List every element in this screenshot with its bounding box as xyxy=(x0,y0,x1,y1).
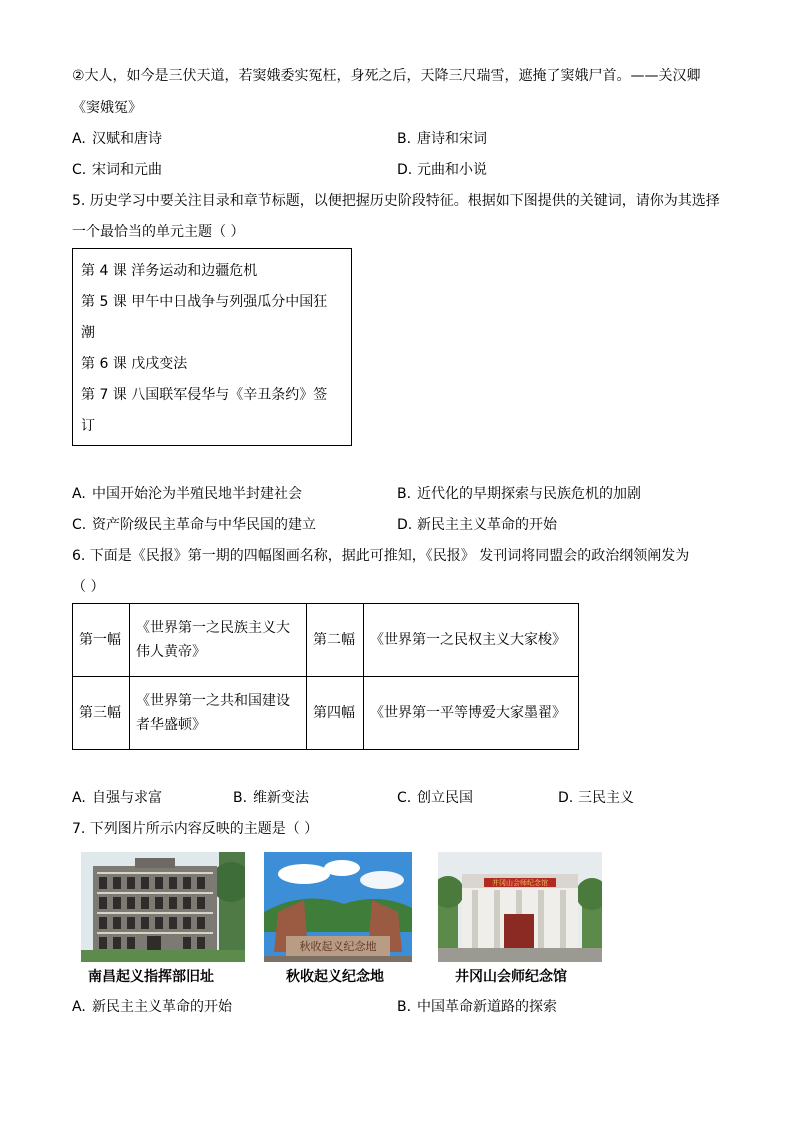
option-letter: C. xyxy=(72,517,87,533)
q6-stem-line2: （ ） xyxy=(72,579,105,595)
table-cell xyxy=(130,604,307,677)
q6-option-b[interactable] xyxy=(233,788,309,808)
q7-stem: 7. 下列图片所示内容反映的主题是（ ） xyxy=(72,821,319,837)
option-letter: C. xyxy=(397,790,412,806)
option-letter: A. xyxy=(72,790,86,806)
option-letter: B. xyxy=(397,486,412,502)
table-cell: 《世界第一平等博爱大家墨翟》 xyxy=(364,677,579,750)
cell-line: 者华盛顿》 xyxy=(136,717,206,733)
option-letter: A. xyxy=(72,131,86,147)
option-letter: D. xyxy=(397,517,413,533)
option-letter: B. xyxy=(397,131,412,147)
q4-option-b[interactable] xyxy=(397,129,487,149)
picture-caption: 秋收起义纪念地 xyxy=(286,969,384,985)
option-letter: A. xyxy=(72,999,86,1015)
picture-caption: 井冈山会师纪念馆 xyxy=(455,969,567,985)
lesson-line: 订 xyxy=(81,418,95,434)
table-row xyxy=(73,677,579,750)
option-text: 唐诗和宋词 xyxy=(417,131,487,147)
q4-quote-line1: ②大人，如今是三伏天道，若窦娥委实冤枉，身死之后，天降三尺瑞雪，遮掩了窦娥尸首。——关汉卿 xyxy=(72,68,701,84)
cell-line: 《世界第一之民族主义大 xyxy=(136,620,290,636)
cell-line: 《世界第一之共和国建设 xyxy=(136,693,290,709)
q6-option-a[interactable] xyxy=(72,788,162,808)
autumn-harvest-memorial-photo xyxy=(264,852,412,962)
lesson-line: 第 5 课 甲午中日战争与列强瓜分中国狂 xyxy=(81,294,328,310)
table-cell: 第四幅 xyxy=(307,677,364,750)
q4-option-c[interactable] xyxy=(72,160,162,180)
option-text: 自强与求富 xyxy=(92,790,162,806)
q7-option-b[interactable] xyxy=(397,997,557,1017)
option-text: 维新变法 xyxy=(253,790,309,806)
option-text: 近代化的早期探索与民族危机的加剧 xyxy=(417,486,641,502)
q6-option-d[interactable] xyxy=(558,788,634,808)
q5-option-a[interactable] xyxy=(72,484,302,504)
q5-stem-line1: 5. 历史学习中要关注目录和章节标题，以便把握历史阶段特征。根据如下图提供的关键词，请你为其选择 xyxy=(72,193,720,209)
q5-option-d[interactable] xyxy=(397,515,557,535)
lesson-line: 潮 xyxy=(81,325,95,341)
table-cell: 《世界第一之民权主义大家梭》 xyxy=(364,604,579,677)
q4-option-d[interactable] xyxy=(397,160,487,180)
option-text: 新民主主义革命的开始 xyxy=(92,999,232,1015)
minbao-pictures-table xyxy=(72,603,579,750)
table-cell xyxy=(130,677,307,750)
option-letter: B. xyxy=(397,999,412,1015)
q5-option-b[interactable] xyxy=(397,484,641,504)
lesson-list-box xyxy=(72,248,352,446)
option-letter: D. xyxy=(558,790,574,806)
picture-caption: 南昌起义指挥部旧址 xyxy=(88,969,214,985)
option-letter: C. xyxy=(72,162,87,178)
lesson-line: 第 7 课 八国联军侵华与《辛丑条约》签 xyxy=(81,387,328,403)
jinggangshan-hall-photo xyxy=(438,852,602,962)
hall-sign-text: 井冈山会师纪念馆 xyxy=(492,879,548,887)
option-text: 新民主主义革命的开始 xyxy=(417,517,557,533)
memorial-sign-text: 秋收起义纪念地 xyxy=(299,941,377,953)
option-text: 创立民国 xyxy=(417,790,473,806)
option-text: 元曲和小说 xyxy=(417,162,487,178)
lesson-line: 第 6 课 戊戌变法 xyxy=(81,356,188,372)
q6-stem-line1: 6. 下面是《民报》第一期的四幅图画名称，据此可推知，《民报》 发刊词将同盟会的政治纲领阐发为 xyxy=(72,548,690,564)
q7-option-a[interactable] xyxy=(72,997,232,1017)
q4-option-a[interactable] xyxy=(72,129,162,149)
option-letter: B. xyxy=(233,790,248,806)
q5-option-c[interactable] xyxy=(72,515,316,535)
q6-option-c[interactable] xyxy=(397,788,473,808)
lesson-line: 第 4 课 洋务运动和边疆危机 xyxy=(81,263,258,279)
nanchang-hq-photo xyxy=(81,852,245,962)
option-text: 三民主义 xyxy=(578,790,634,806)
option-text: 宋词和元曲 xyxy=(92,162,162,178)
table-cell: 第三幅 xyxy=(73,677,130,750)
option-text: 资产阶级民主革命与中华民国的建立 xyxy=(92,517,316,533)
table-cell: 第一幅 xyxy=(73,604,130,677)
table-cell: 第二幅 xyxy=(307,604,364,677)
q4-quote-line2: 《窦娥冤》 xyxy=(72,100,142,116)
option-text: 中国革命新道路的探索 xyxy=(417,999,557,1015)
option-text: 汉赋和唐诗 xyxy=(92,131,162,147)
option-letter: A. xyxy=(72,486,86,502)
option-text: 中国开始沦为半殖民地半封建社会 xyxy=(92,486,302,502)
table-row xyxy=(73,604,579,677)
q5-stem-line2: 一个最恰当的单元主题（ ） xyxy=(72,224,245,240)
option-letter: D. xyxy=(397,162,413,178)
cell-line: 伟人黄帝》 xyxy=(136,644,206,660)
